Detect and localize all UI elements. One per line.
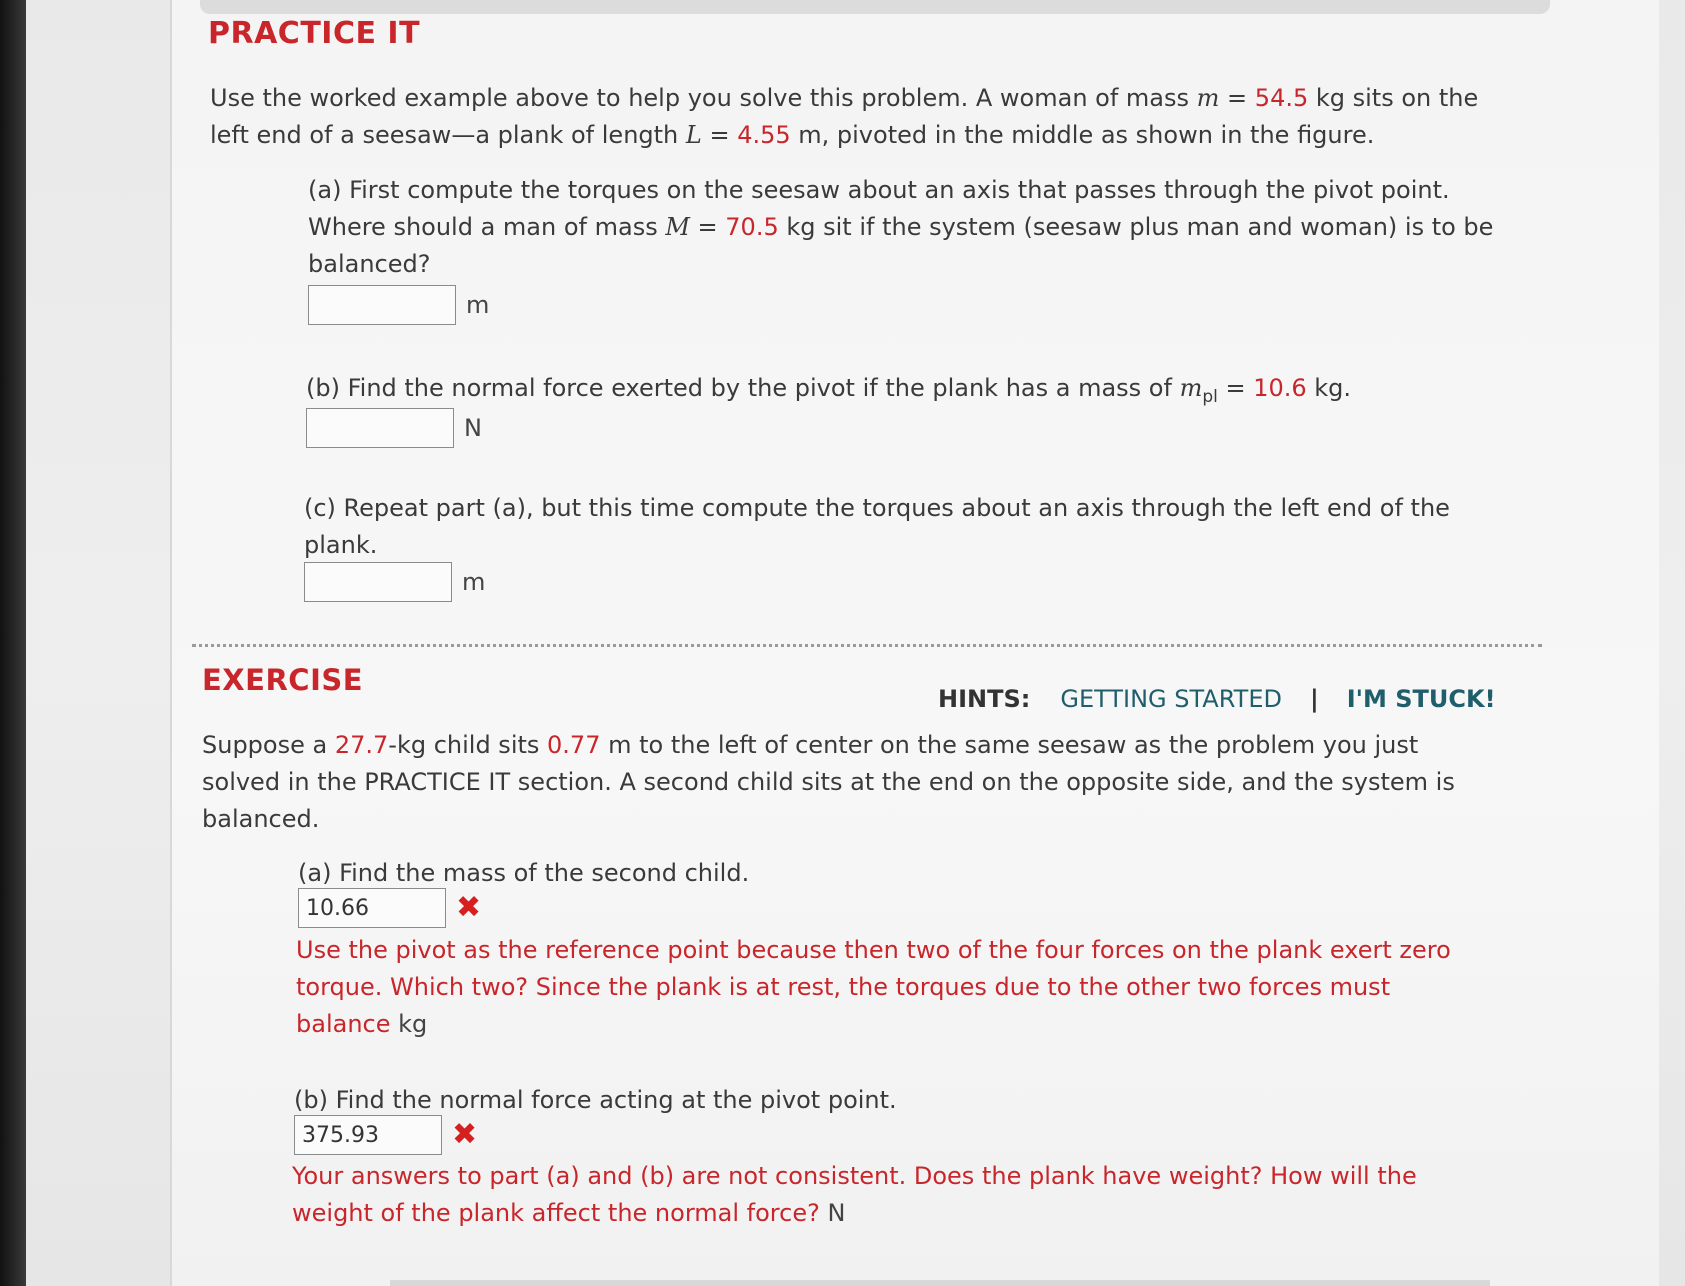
var-M: M bbox=[665, 213, 690, 241]
feedback-a-line-3 bbox=[296, 1006, 1451, 1043]
practice-c-answer-row bbox=[304, 562, 485, 602]
part-a-line-2 bbox=[308, 209, 1493, 246]
plank-length-value: 4.55 bbox=[737, 121, 791, 149]
part-a-line-3: balanced? bbox=[308, 250, 431, 278]
exercise-b-unit: N bbox=[827, 1199, 846, 1227]
practice-part-c bbox=[304, 490, 1450, 564]
exercise-part-a bbox=[298, 855, 749, 892]
exercise-b-question: (b) Find the normal force acting at the pivot point. bbox=[294, 1086, 897, 1114]
bottom-bar bbox=[390, 1280, 1490, 1286]
equals-sign: = bbox=[701, 121, 738, 149]
exercise-b-answer-input[interactable] bbox=[294, 1115, 442, 1155]
exercise-text: m to the left of center on the same seesaw as the problem you just bbox=[600, 731, 1419, 759]
child-distance-value: 0.77 bbox=[547, 731, 601, 759]
exercise-intro-line-1 bbox=[202, 727, 1455, 764]
feedback-b-text: weight of the plank affect the normal force? bbox=[292, 1199, 820, 1227]
plank-mass-value: 10.6 bbox=[1253, 374, 1307, 402]
practice-b-answer-input[interactable] bbox=[306, 408, 454, 448]
feedback-a-line-2: torque. Which two? Since the plank is at rest, the torques due to the other two forces must bbox=[296, 973, 1391, 1001]
screen-bezel bbox=[0, 0, 26, 1286]
exercise-a-answer-input[interactable] bbox=[298, 888, 446, 928]
hint-separator: | bbox=[1309, 685, 1319, 713]
equals-sign: = bbox=[1217, 374, 1254, 402]
exercise-title: EXERCISE bbox=[202, 663, 364, 697]
feedback-a-line-1: Use the pivot as the reference point because then two of the four forces on the plank exert zero bbox=[296, 936, 1451, 964]
child-mass-value: 27.7 bbox=[334, 731, 389, 759]
exercise-intro-line-3: balanced. bbox=[202, 805, 320, 833]
top-bar bbox=[200, 0, 1550, 14]
practice-it-title: PRACTICE IT bbox=[208, 16, 421, 51]
part-c-line-2: plank. bbox=[304, 531, 378, 559]
practice-a-answer-input[interactable] bbox=[308, 285, 456, 325]
exercise-a-feedback bbox=[296, 932, 1451, 1043]
exercise-b-feedback bbox=[292, 1158, 1417, 1232]
exercise-text: Suppose a bbox=[202, 731, 335, 759]
part-a-text: kg sit if the system (seesaw plus man and woman) is to be bbox=[778, 213, 1494, 241]
feedback-a-text: balance bbox=[296, 1010, 391, 1038]
part-b-text: kg. bbox=[1306, 374, 1352, 402]
intro-text: kg sits on the bbox=[1308, 84, 1479, 112]
exercise-text: -kg child sits bbox=[388, 731, 548, 759]
part-a-line-1: (a) First compute the torques on the seesaw about an axis that passes through the pivot point. bbox=[308, 176, 1450, 204]
intro-text: m, pivoted in the middle as shown in the figure. bbox=[790, 121, 1375, 149]
practice-intro-line-1 bbox=[210, 80, 1478, 117]
exercise-b-answer-row bbox=[294, 1115, 477, 1155]
exercise-intro bbox=[202, 727, 1455, 838]
intro-text: left end of a seesaw—a plank of length bbox=[210, 121, 686, 149]
practice-c-unit: m bbox=[462, 568, 486, 596]
exercise-part-b bbox=[294, 1082, 897, 1119]
incorrect-x-icon: ✖ bbox=[452, 1117, 478, 1152]
var-L: L bbox=[685, 121, 702, 149]
practice-a-unit: m bbox=[466, 291, 490, 319]
hint-im-stuck-link[interactable]: I'M STUCK! bbox=[1346, 685, 1496, 713]
var-m-pl: m bbox=[1179, 374, 1203, 402]
practice-intro-line-2 bbox=[210, 117, 1478, 154]
equals-sign: = bbox=[689, 213, 726, 241]
equals-sign: = bbox=[1219, 84, 1255, 112]
practice-c-answer-input[interactable] bbox=[304, 562, 452, 602]
section-divider bbox=[192, 644, 1542, 647]
hints-label: HINTS: bbox=[938, 685, 1031, 713]
hints-bar bbox=[938, 685, 1496, 713]
var-m-pl-subscript: pl bbox=[1202, 386, 1218, 407]
intro-text: Use the worked example above to help you solve this problem. A woman of mass bbox=[210, 84, 1197, 112]
part-a-text: Where should a man of mass bbox=[308, 213, 666, 241]
feedback-b-line-2 bbox=[292, 1195, 1417, 1232]
practice-intro bbox=[210, 80, 1478, 154]
exercise-a-unit: kg bbox=[398, 1010, 428, 1038]
practice-b-answer-row bbox=[306, 408, 482, 448]
part-b-text: (b) Find the normal force exerted by the pivot if the plank has a mass of bbox=[306, 374, 1180, 402]
var-m: m bbox=[1196, 84, 1220, 112]
exercise-a-question: (a) Find the mass of the second child. bbox=[298, 859, 750, 887]
practice-part-a bbox=[308, 172, 1493, 283]
practice-b-unit: N bbox=[464, 414, 482, 442]
man-mass-value: 70.5 bbox=[725, 213, 779, 241]
part-c-line-1: (c) Repeat part (a), but this time compute the torques about an axis through the left end of the bbox=[304, 494, 1450, 522]
exercise-intro-line-2: solved in the PRACTICE IT section. A second child sits at the end on the opposite side, and the system is bbox=[202, 768, 1455, 796]
hint-getting-started-link[interactable]: GETTING STARTED bbox=[1060, 685, 1282, 713]
practice-a-answer-row bbox=[308, 285, 489, 325]
woman-mass-value: 54.5 bbox=[1254, 84, 1309, 112]
feedback-b-line-1: Your answers to part (a) and (b) are not consistent. Does the plank have weight? How will the bbox=[292, 1162, 1417, 1190]
exercise-a-answer-row bbox=[298, 888, 481, 928]
incorrect-x-icon: ✖ bbox=[456, 890, 482, 925]
